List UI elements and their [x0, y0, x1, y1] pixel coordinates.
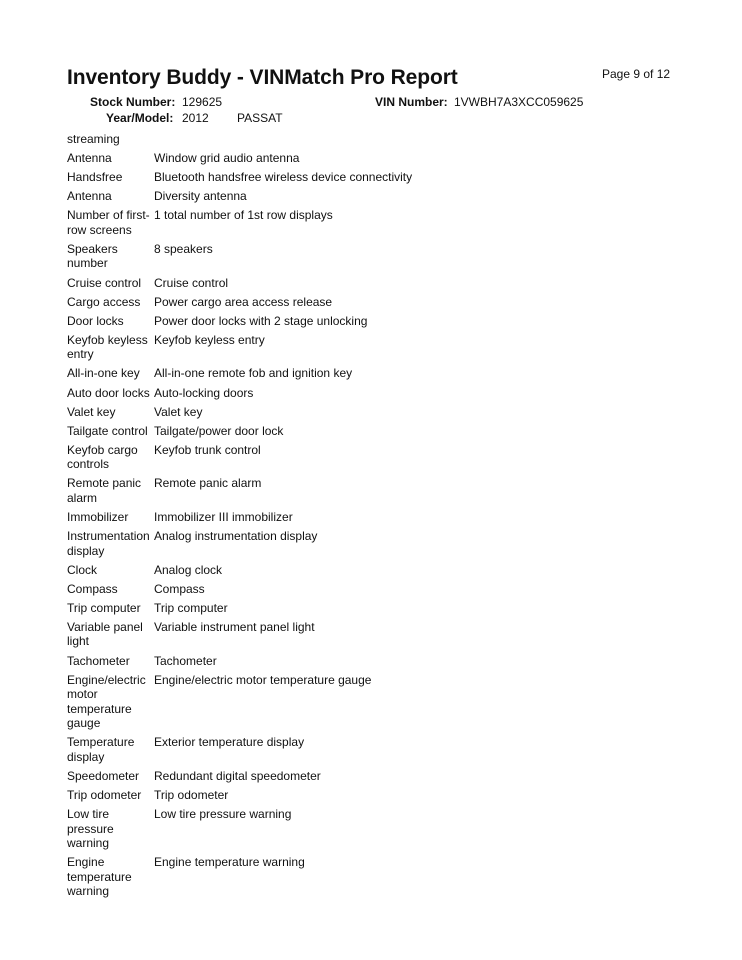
feature-label: Trip odometer — [67, 787, 142, 802]
feature-label: Trip computer — [67, 600, 141, 615]
feature-row — [67, 476, 667, 505]
feature-row — [67, 366, 667, 381]
feature-value: Variable instrument panel light — [154, 619, 315, 634]
feature-value: Tachometer — [154, 653, 217, 668]
vin-number-value: 1VWBH7A3XCC059625 — [454, 95, 584, 109]
feature-value: Trip odometer — [154, 787, 229, 802]
feature-row — [67, 242, 667, 271]
feature-label: Keyfob cargo controls — [67, 442, 138, 472]
feature-value: Compass — [154, 581, 205, 596]
feature-value: Analog clock — [154, 562, 223, 577]
feature-row — [67, 151, 667, 166]
feature-label: Clock — [67, 562, 98, 577]
feature-label: Variable panel light — [67, 619, 143, 649]
report-title: Inventory Buddy - VINMatch Pro Report — [67, 66, 458, 89]
feature-value: Engine/electric motor temperature gauge — [154, 672, 372, 687]
feature-label: Handsfree — [67, 170, 123, 185]
feature-value: Redundant digital speedometer — [154, 768, 321, 783]
feature-label: Engine temperature warning — [67, 855, 132, 899]
feature-row — [67, 405, 667, 420]
feature-label: Cargo access — [67, 294, 141, 309]
feature-row — [67, 855, 667, 899]
feature-label: Speedometer — [67, 768, 140, 783]
feature-label: Antenna — [67, 189, 112, 204]
feature-value: Diversity antenna — [154, 189, 247, 204]
feature-value: Power door locks with 2 stage unlocking — [154, 313, 368, 328]
feature-value: Remote panic alarm — [154, 476, 262, 491]
feature-label: Remote panic alarm — [67, 476, 142, 505]
page-number: Page 9 of 12 — [602, 67, 671, 81]
feature-row — [67, 170, 667, 185]
feature-row — [67, 189, 667, 204]
feature-row — [67, 673, 667, 731]
feature-value: 1 total number of 1st row displays — [154, 208, 333, 223]
feature-label: Tailgate control — [67, 423, 148, 438]
feature-row — [67, 529, 667, 558]
feature-value: Keyfob keyless entry — [154, 332, 265, 347]
feature-label: Instrumentation display — [67, 529, 150, 558]
feature-row — [67, 807, 667, 851]
feature-label: Compass — [67, 581, 118, 596]
feature-label: Number of first-row screens — [67, 208, 150, 237]
feature-row — [67, 654, 667, 669]
feature-value: Immobilizer III immobilizer — [154, 510, 293, 524]
feature-value: Auto-locking doors — [154, 385, 254, 400]
feature-row — [67, 443, 667, 472]
feature-row — [67, 424, 667, 439]
feature-label: Auto door locks — [67, 385, 150, 400]
feature-value: Window grid audio antenna — [154, 151, 300, 166]
year-model-label: Year/Model: — [106, 111, 174, 125]
feature-value: Keyfob trunk control — [154, 442, 261, 457]
feature-label: Engine/electric motor temperature gauge — [67, 672, 146, 731]
feature-list — [67, 132, 667, 903]
feature-value: Trip computer — [154, 600, 228, 615]
feature-value: Bluetooth handsfree wireless device connectivity — [154, 170, 413, 185]
feature-row — [67, 208, 667, 237]
feature-value: Analog instrumentation display — [154, 529, 318, 544]
feature-label: Door locks — [67, 313, 124, 328]
stock-number-label: Stock Number: — [90, 95, 176, 109]
vin-number-label: VIN Number: — [375, 95, 448, 109]
feature-label: Antenna — [67, 151, 112, 166]
feature-row — [67, 563, 667, 578]
feature-row — [67, 582, 667, 597]
feature-value: All-in-one remote fob and ignition key — [154, 366, 353, 381]
stock-number-value: 129625 — [182, 95, 223, 109]
feature-row — [67, 620, 667, 649]
feature-label: Tachometer — [67, 653, 130, 668]
feature-value — [154, 132, 667, 147]
feature-label: Keyfob keyless entry — [67, 332, 148, 362]
feature-label: Immobilizer — [67, 510, 129, 524]
feature-row — [67, 132, 667, 147]
year-value: 2012 — [182, 111, 209, 125]
model-value: PASSAT — [237, 111, 283, 125]
feature-row — [67, 295, 667, 310]
feature-label: streaming — [67, 132, 120, 146]
feature-row — [67, 769, 667, 784]
feature-row — [67, 276, 667, 291]
feature-row — [67, 788, 667, 803]
feature-label: Low tire pressure warning — [67, 807, 114, 851]
feature-label: Speakers number — [67, 241, 118, 271]
feature-row — [67, 601, 667, 616]
feature-value: Low tire pressure warning — [154, 807, 292, 822]
feature-label: Temperature display — [67, 735, 135, 764]
feature-value: Tailgate/power door lock — [154, 423, 284, 438]
feature-row — [67, 510, 667, 525]
feature-value: Exterior temperature display — [154, 735, 305, 750]
feature-row — [67, 333, 667, 362]
feature-row — [67, 386, 667, 401]
feature-value: Engine temperature warning — [154, 855, 305, 870]
feature-label: Cruise control — [67, 275, 142, 290]
feature-value: 8 speakers — [154, 241, 213, 256]
feature-row — [67, 735, 667, 764]
feature-value: Valet key — [154, 404, 203, 419]
feature-label: All-in-one key — [67, 366, 140, 381]
feature-row — [67, 314, 667, 329]
feature-label: Valet key — [67, 404, 116, 419]
feature-value: Cruise control — [154, 275, 229, 290]
feature-value: Power cargo area access release — [154, 294, 333, 309]
